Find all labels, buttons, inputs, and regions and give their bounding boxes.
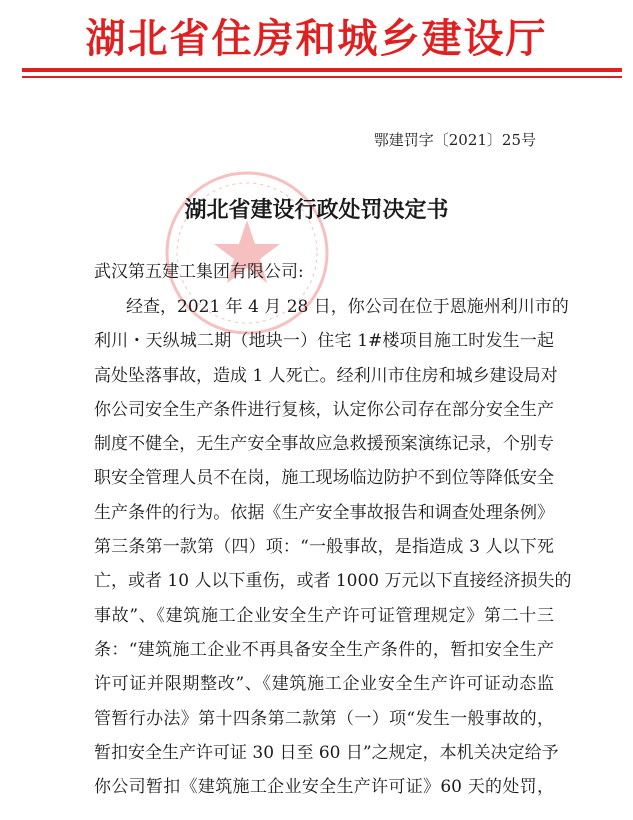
- body-line: 制度不健全，无生产安全事故应急救援预案演练记录，个别专: [94, 434, 554, 455]
- body-line: 暂扣安全生产许可证 30 日至 60 日”之规定，本机关决定给予: [94, 742, 559, 763]
- body-line: 第三条第一款第（四）项：“一般事故，是指造成 3 人以下死: [94, 537, 554, 558]
- body-line: 条：“建筑施工企业不再具备安全生产条件的，暂扣安全生产: [94, 639, 554, 660]
- document-number: 鄂建罚字〔2021〕25号: [373, 131, 536, 149]
- recipient-line: 武汉第五建工集团有限公司:: [94, 262, 304, 282]
- letterhead-rule-thick: [22, 68, 622, 72]
- letterhead-org-name: 湖北省住房和城乡建设厅: [85, 16, 548, 62]
- body-line: 利川・天纵城二期（地块一）住宅 1#楼项目施工时发生一起: [94, 331, 554, 352]
- body-line: 高处坠落事故，造成 1 人死亡。经利川市住房和城乡建设局对: [94, 365, 558, 386]
- body-line: 你公司暂扣《建筑施工企业安全生产许可证》60 天的处罚，: [94, 777, 554, 798]
- letterhead-rule-thin: [22, 76, 622, 78]
- body-line: 事故”、《建筑施工企业安全生产许可证管理规定》第二十三: [94, 605, 554, 626]
- body-line: 职安全管理人员不在岗，施工现场临边防护不到位等降低安全: [94, 468, 554, 489]
- document-body: [94, 290, 572, 804]
- body-line: 你公司安全生产条件进行复核，认定你公司存在部分安全生产: [94, 399, 554, 420]
- body-line: 生产条件的行为。依据《生产安全事故报告和调查处理条例》: [94, 502, 554, 523]
- body-line: 经查，2021 年 4 月 28 日，你公司在位于恩施州利川市的: [126, 297, 569, 317]
- body-line: 亡，或者 10 人以下重伤，或者 1000 万元以下直接经济损失的: [94, 571, 572, 592]
- body-line: 管暂行办法》第十四条第二款第（一）项“发生一般事故的，: [94, 708, 554, 729]
- body-line: 许可证并限期整改”、《建筑施工企业安全生产许可证动态监: [94, 674, 554, 695]
- document-title: 湖北省建设行政处罚决定书: [184, 198, 449, 223]
